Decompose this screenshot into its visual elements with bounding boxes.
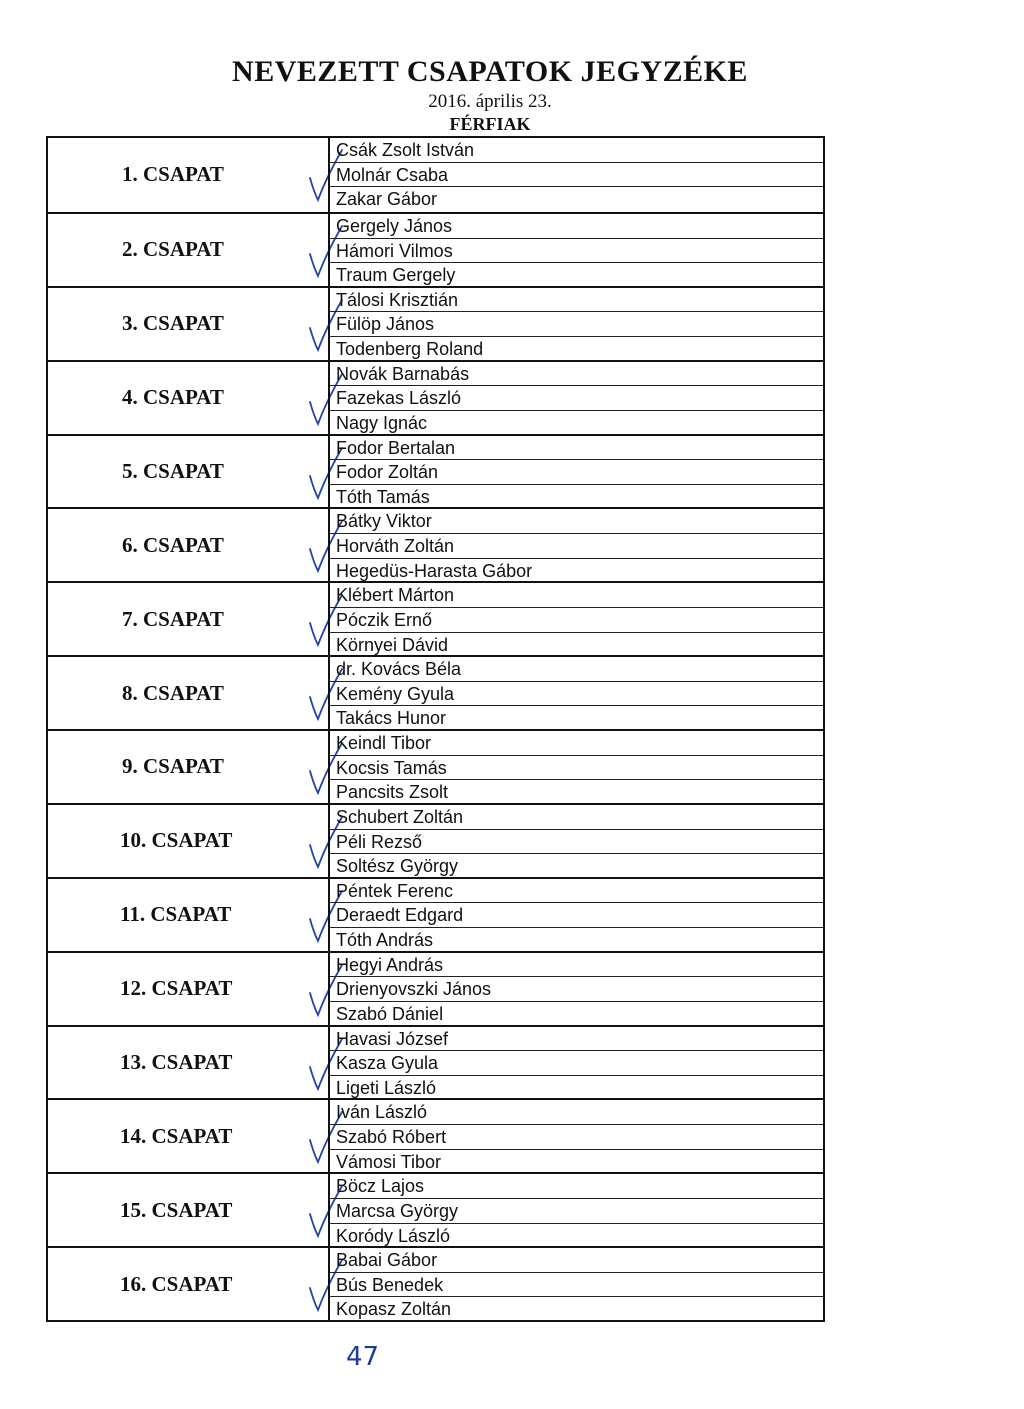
team-label-cell: [48, 731, 328, 803]
player-name: Fodor Bertalan: [330, 436, 823, 461]
document-date: 2016. április 23.: [428, 91, 552, 112]
player-name: Szabó Dániel: [336, 1003, 444, 1024]
player-name: Hámori Vilmos: [330, 239, 823, 264]
player-name: Havasi József: [330, 1027, 823, 1052]
team-row: [48, 803, 823, 877]
team-label-cell: [48, 879, 328, 951]
team-label: 15. CSAPAT: [120, 1197, 233, 1222]
document-title: NEVEZETT CSAPATOK JEGYZÉKE: [232, 55, 748, 88]
team-label: 8. CSAPAT: [122, 680, 224, 705]
player-name: Kemény Gyula: [330, 682, 823, 707]
player-list: [328, 362, 823, 434]
team-roster-table: [46, 136, 825, 1322]
player-name: Környei Dávid: [336, 634, 449, 655]
player-name: Marcsa György: [330, 1199, 823, 1224]
team-row: [48, 212, 823, 286]
team-label-cell: [48, 138, 328, 212]
player-list: [328, 214, 823, 286]
player-name: Tóth András: [336, 930, 434, 950]
category-heading: FÉRFIAK: [449, 114, 531, 134]
team-row: [48, 360, 823, 434]
player-name: Csák Zsolt István: [330, 138, 823, 163]
player-name: Böcz Lajos: [330, 1174, 823, 1199]
player-name: Nagy Ignác: [336, 412, 428, 433]
team-label: 13. CSAPAT: [120, 1049, 233, 1074]
team-row: [48, 138, 823, 212]
player-list: [328, 1100, 823, 1172]
player-name: dr. Kovács Béla: [330, 657, 823, 682]
team-row: [48, 507, 823, 581]
player-name: Zakar Gábor: [336, 189, 438, 210]
player-name: Deraedt Edgard: [330, 903, 823, 928]
player-name: Takács Hunor: [336, 708, 447, 729]
team-label: 6. CSAPAT: [122, 532, 224, 557]
team-label-cell: [48, 1027, 328, 1099]
player-list: [328, 805, 823, 877]
team-label-cell: [48, 953, 328, 1025]
team-label-cell: [48, 657, 328, 729]
team-row: [48, 655, 823, 729]
player-name: Fodor Zoltán: [330, 460, 823, 485]
player-name: Molnár Csaba: [330, 163, 823, 188]
team-label-cell: [48, 288, 328, 360]
player-list: [328, 288, 823, 360]
player-name: Hegyi András: [330, 953, 823, 978]
player-list: [328, 1174, 823, 1246]
player-name: Tálosi Krisztián: [330, 288, 823, 313]
player-list: [328, 731, 823, 803]
team-label-cell: [48, 1174, 328, 1246]
player-name: Vámosi Tibor: [336, 1151, 442, 1172]
player-name: Drienyovszki János: [330, 977, 823, 1002]
player-name: Kocsis Tamás: [330, 756, 823, 781]
team-row: [48, 1246, 823, 1320]
player-name: Novák Barnabás: [330, 362, 823, 387]
player-name: Fülöp János: [330, 312, 823, 337]
player-name: Klébert Márton: [330, 583, 823, 608]
team-label-cell: [48, 436, 328, 508]
player-list: [328, 583, 823, 655]
team-label-cell: [48, 214, 328, 286]
player-list: [328, 436, 823, 508]
team-row: [48, 1025, 823, 1099]
player-list: [328, 1027, 823, 1099]
player-name: Todenberg Roland: [336, 339, 484, 359]
team-label: 2. CSAPAT: [122, 237, 224, 262]
player-list: [328, 138, 823, 212]
player-name: Péli Rezső: [330, 830, 823, 855]
player-name: Hegedüs-Harasta Gábor: [336, 560, 533, 581]
team-label: 7. CSAPAT: [122, 606, 224, 631]
player-name: Koródy László: [336, 1225, 451, 1246]
player-list: [328, 879, 823, 951]
team-row: [48, 1172, 823, 1246]
team-label: 12. CSAPAT: [120, 976, 233, 1001]
team-label-cell: [48, 509, 328, 581]
player-name: Bátky Viktor: [330, 509, 823, 534]
player-name: Kopasz Zoltán: [336, 1299, 452, 1320]
player-name: Pancsits Zsolt: [336, 782, 449, 803]
player-name: Schubert Zoltán: [330, 805, 823, 830]
team-row: [48, 581, 823, 655]
team-label: 11. CSAPAT: [120, 902, 232, 927]
team-row: [48, 877, 823, 951]
player-name: Póczik Ernő: [330, 608, 823, 633]
team-label: 4. CSAPAT: [122, 385, 224, 410]
team-label: 3. CSAPAT: [122, 311, 224, 336]
team-label: 9. CSAPAT: [122, 754, 224, 779]
team-label-cell: [48, 362, 328, 434]
player-name: Keindl Tibor: [330, 731, 823, 756]
player-name: Horváth Zoltán: [330, 534, 823, 559]
team-row: [48, 729, 823, 803]
team-label-cell: [48, 1248, 328, 1320]
team-row: [48, 951, 823, 1025]
player-name: Tóth Tamás: [336, 486, 430, 507]
player-name: Babai Gábor: [330, 1248, 823, 1273]
team-label: 14. CSAPAT: [120, 1123, 233, 1148]
player-name: Gergely János: [330, 214, 823, 239]
player-name: Szabó Róbert: [330, 1125, 823, 1150]
team-label: 10. CSAPAT: [120, 828, 233, 853]
player-name: Ligeti László: [336, 1077, 437, 1098]
player-name: Péntek Ferenc: [330, 879, 823, 904]
team-label: 5. CSAPAT: [122, 458, 224, 483]
team-label: 16. CSAPAT: [120, 1271, 233, 1296]
team-row: [48, 1098, 823, 1172]
player-name: Iván László: [330, 1100, 823, 1125]
player-name: Traum Gergely: [336, 265, 456, 286]
player-list: [328, 953, 823, 1025]
player-name: Fazekas László: [330, 386, 823, 411]
player-list: [328, 657, 823, 729]
player-list: [328, 1248, 823, 1320]
player-name: Bús Benedek: [330, 1273, 823, 1298]
player-name: Soltész György: [336, 856, 459, 877]
team-label-cell: [48, 1100, 328, 1172]
team-label-cell: [48, 805, 328, 877]
handwritten-page-number: 47: [346, 1342, 380, 1372]
player-list: [328, 509, 823, 581]
team-label-cell: [48, 583, 328, 655]
team-label: 1. CSAPAT: [122, 162, 224, 187]
team-row: [48, 286, 823, 360]
team-row: [48, 434, 823, 508]
player-name: Kasza Gyula: [330, 1051, 823, 1076]
